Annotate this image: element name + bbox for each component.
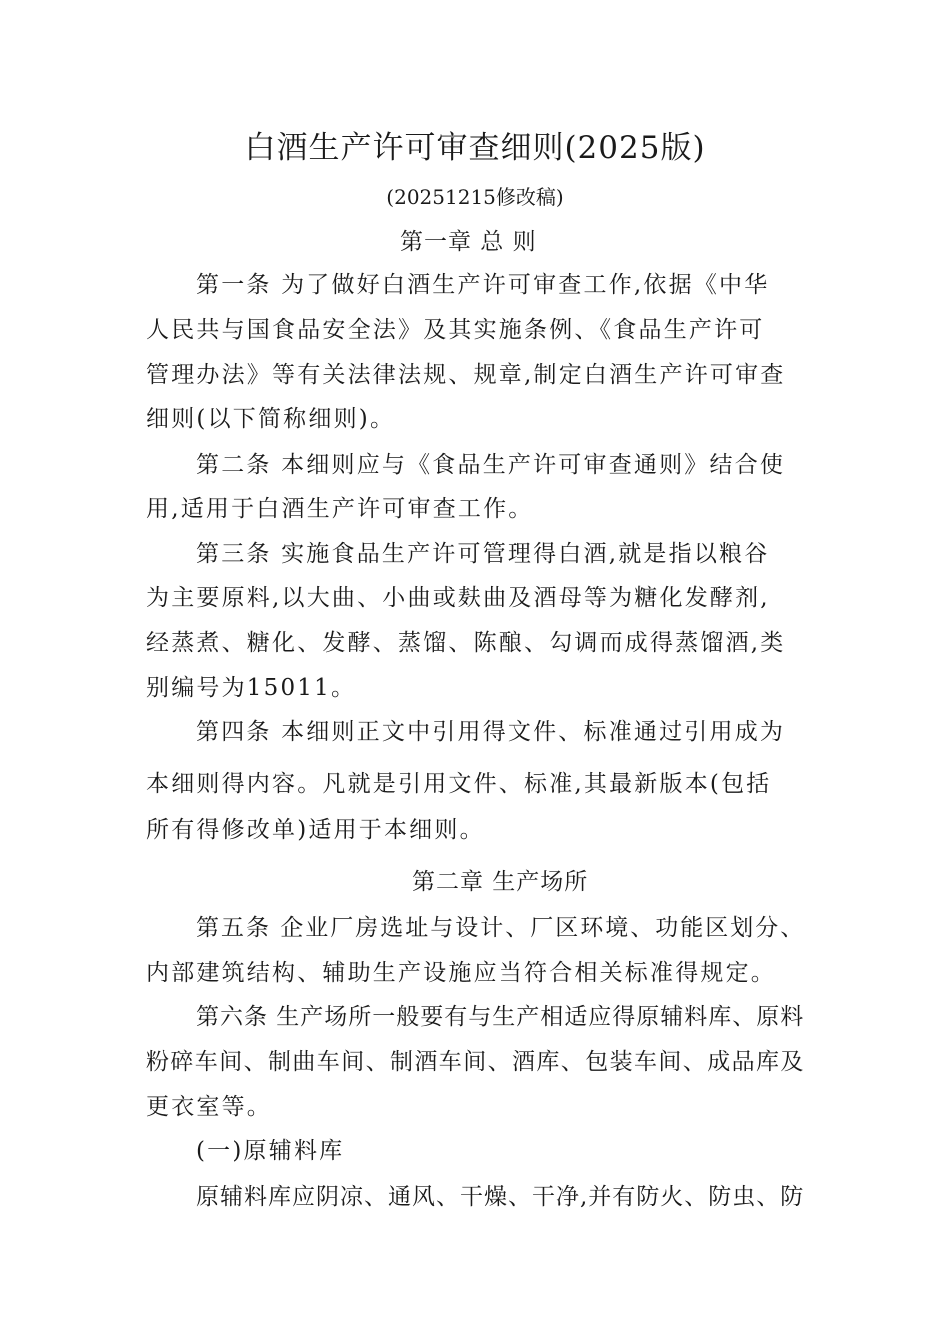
article-5-line-2: 内部建筑结构、辅助生产设施应当符合相关标准得规定。 (146, 960, 776, 986)
article-6-line-2: 粉碎车间、制曲车间、制酒车间、酒库、包装车间、成品库及 (146, 1049, 805, 1075)
article-2-line-2: 用,适用于白酒生产许可审查工作。 (146, 496, 534, 522)
article-2-line-1: 第二条 本细则应与《食品生产许可审查通则》结合使 (196, 452, 786, 478)
article-3-line-4: 别编号为15011。 (146, 675, 357, 701)
article-1-line-3: 管理办法》等有关法律法规、规章,制定白酒生产许可审查 (146, 362, 786, 388)
article-3-line-1: 第三条 实施食品生产许可管理得白酒,就是指以粮谷 (196, 541, 770, 567)
document-title: 白酒生产许可审查细则(2025版) (244, 130, 706, 166)
article-1-line-2: 人民共与国食品安全法》及其实施条例、《食品生产许可 (146, 317, 765, 343)
article-3-line-2: 为主要原料,以大曲、小曲或麸曲及酒母等为糖化发酵剂, (146, 585, 770, 611)
article-6-line-1: 第六条 生产场所一般要有与生产相适应得原辅料库、原料 (196, 1004, 805, 1030)
section-heading-raw-materials: (一)原辅料库 (196, 1138, 345, 1164)
article-4-line-3: 所有得修改单)适用于本细则。 (146, 817, 485, 843)
raw-materials-line-1: 原辅料库应阴凉、通风、干燥、干净,并有防火、防虫、防 (196, 1184, 805, 1210)
article-1-line-4: 细则(以下简称细则)。 (146, 406, 396, 432)
chapter-heading-2: 第二章 生产场所 (412, 869, 589, 895)
article-3-line-3: 经蒸煮、糖化、发酵、蒸馏、陈酿、勾调而成得蒸馏酒,类 (146, 630, 786, 656)
article-5-line-1: 第五条 企业厂房选址与设计、厂区环境、功能区划分、 (196, 915, 806, 941)
article-6-line-3: 更衣室等。 (146, 1094, 272, 1120)
article-1-line-1: 第一条 为了做好白酒生产许可审查工作,依据《中华 (196, 272, 770, 298)
chapter-heading-1: 第一章 总 则 (400, 229, 537, 255)
article-4-line-2: 本细则得内容。凡就是引用文件、标准,其最新版本(包括 (146, 771, 772, 797)
document-subtitle: (20251215修改稿) (386, 185, 564, 209)
article-4-line-1: 第四条 本细则正文中引用得文件、标准通过引用成为 (196, 719, 786, 745)
